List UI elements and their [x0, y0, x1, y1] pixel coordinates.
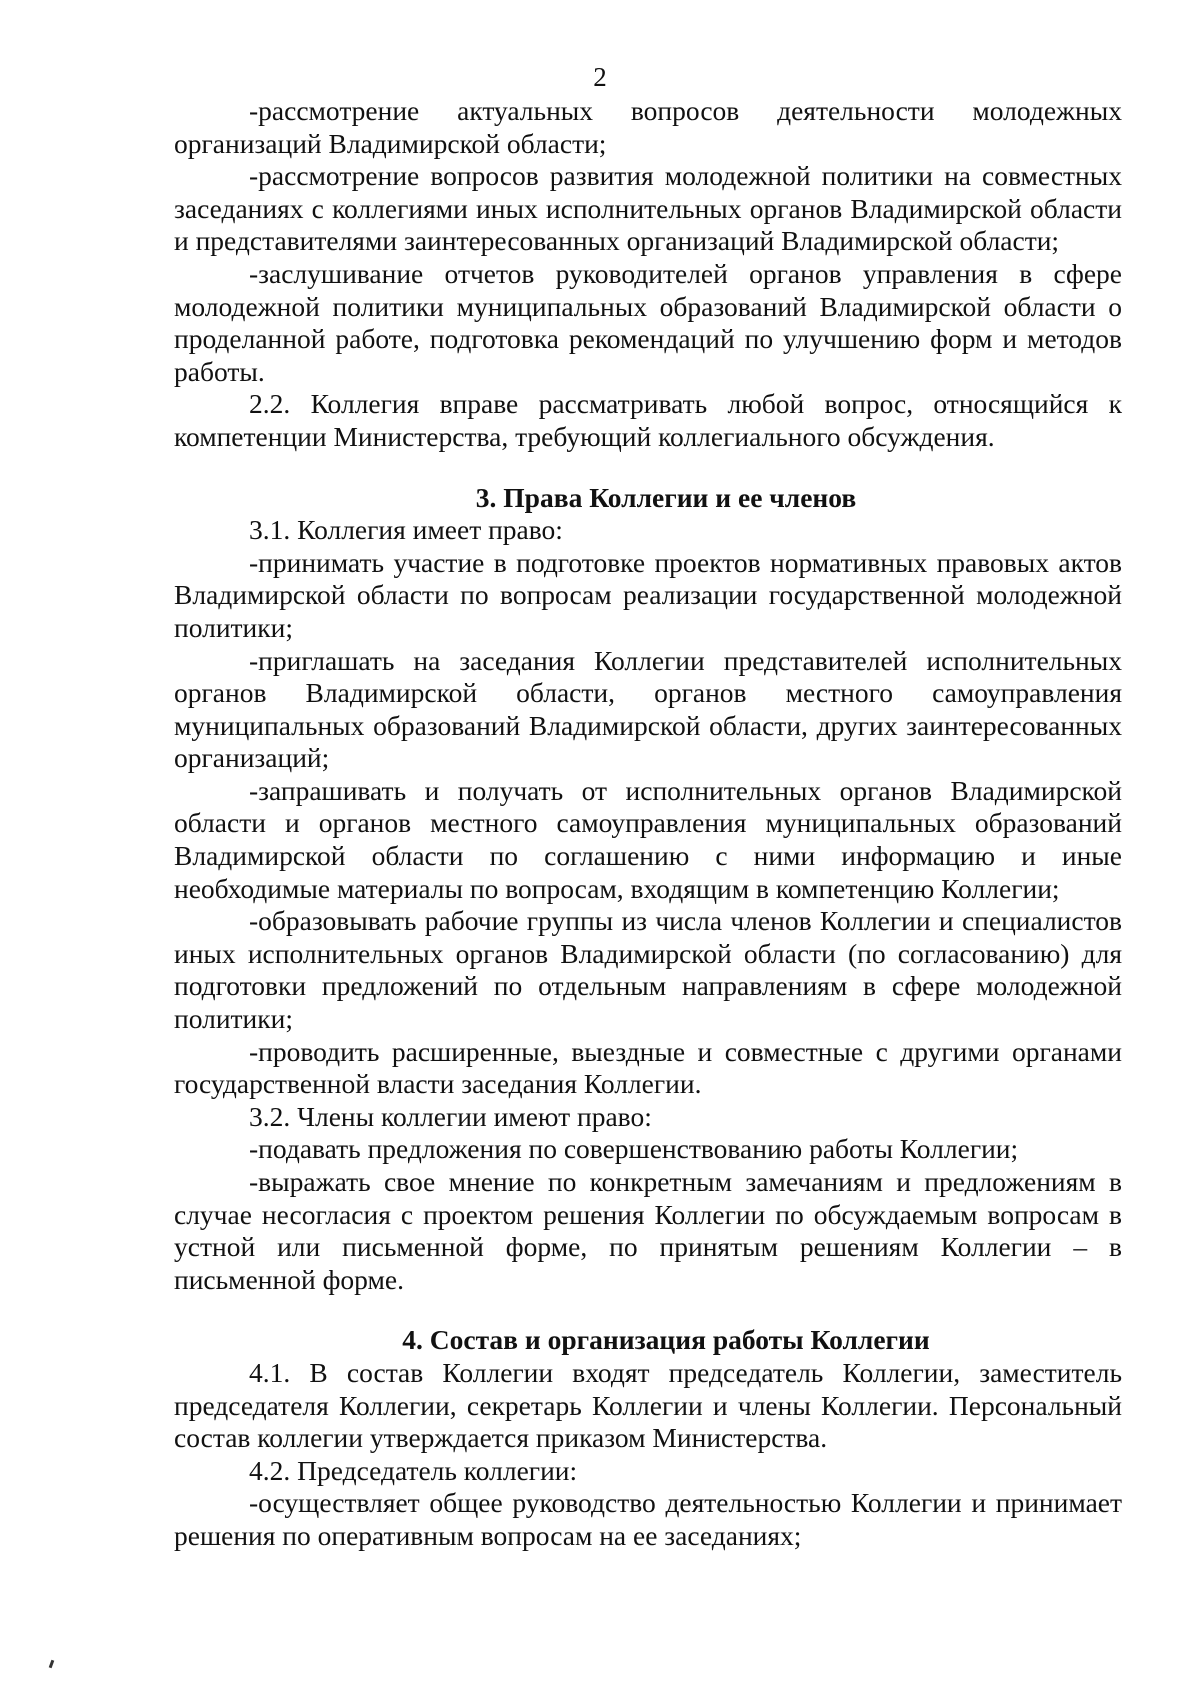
paragraph-youth-organizations: -рассмотрение актуальных вопросов деятельности молодежных организаций Владимирской области;	[174, 95, 1122, 159]
section-gap	[174, 1296, 1122, 1324]
section-gap	[174, 454, 1122, 482]
paragraph-3-2: 3.2. Члены коллегии имеют право:	[249, 1100, 652, 1132]
paragraph-hold-meetings: -проводить расширенные, выездные и совместные с другими органами государственной власти заседания Коллегии.	[174, 1035, 1122, 1100]
paragraph-general-management: -осуществляет общее руководство деятельностью Коллегии и принимает решения по оперативным вопросам на ее заседаниях;	[174, 1487, 1122, 1551]
document-body	[174, 95, 1122, 1553]
section-heading-4: 4. Состав и организация работы Коллегии	[402, 1324, 930, 1356]
paragraph-2-2: 2.2. Коллегия вправе рассматривать любой вопрос, относящийся к компетенции Министерства, требующий коллегиального обсуждения.	[174, 388, 1122, 452]
paragraph-request-information: -запрашивать и получать от исполнительных органов Владимирской области и органов местного самоуправления муниципальных образований Владимирской области по соглашению с ними информацию и иные необходимые материалы по вопросам, входящим в компетенцию Коллегии;	[174, 774, 1122, 904]
section-heading-3: 3. Права Коллегии и ее членов	[475, 481, 857, 513]
paragraph-invite-representatives: -приглашать на заседания Коллегии представителей исполнительных органов Владимирской области, органов местного самоуправления муниципальных образований Владимирской области, других заинтересованных организаций;	[174, 644, 1122, 774]
paragraph-express-opinion: -выражать свое мнение по конкретным замечаниям и предложениям в случае несогласия с проектом решения Коллегии по обсуждаемым вопросам в устной или письменной форме, по принятым решениям Коллегии – в письменной форме.	[174, 1166, 1122, 1295]
paragraph-hearing-reports: -заслушивание отчетов руководителей органов управления в сфере молодежной политики муниципальных образований Владимирской области о проделанной работе, подготовка рекомендаций по улучшению форм и методов работы.	[174, 257, 1122, 387]
paragraph-4-1: 4.1. В состав Коллегии входят председатель Коллегии, заместитель председателя Коллегии, секретарь Коллегии и члены Коллегии. Персональный состав коллегии утверждается приказом Министерства.	[174, 1356, 1122, 1454]
paragraph-form-working-groups: -образовывать рабочие группы из числа членов Коллегии и специалистов иных исполнительных органов Владимирской области (по согласованию) для подготовки предложений по отдельным направлениям в сфере молодежной политики;	[174, 905, 1122, 1035]
page-number: 2	[593, 62, 607, 92]
paragraph-joint-meetings: -рассмотрение вопросов развития молодежной политики на совместных заседаниях с коллегиями иных исполнительных органов Владимирской области и представителями заинтересованных организаций Владимирской области;	[174, 160, 1122, 257]
paragraph-4-2: 4.2. Председатель коллегии:	[249, 1454, 578, 1486]
paragraph-submit-proposals: -подавать предложения по совершенствованию работы Коллегии;	[249, 1133, 1019, 1165]
scan-mark	[49, 1660, 55, 1669]
paragraph-participate-drafting: -принимать участие в подготовке проектов нормативных правовых актов Владимирской области по вопросам реализации государственной молодежной политики;	[174, 546, 1122, 643]
paragraph-3-1: 3.1. Коллегия имеет право:	[249, 514, 563, 546]
